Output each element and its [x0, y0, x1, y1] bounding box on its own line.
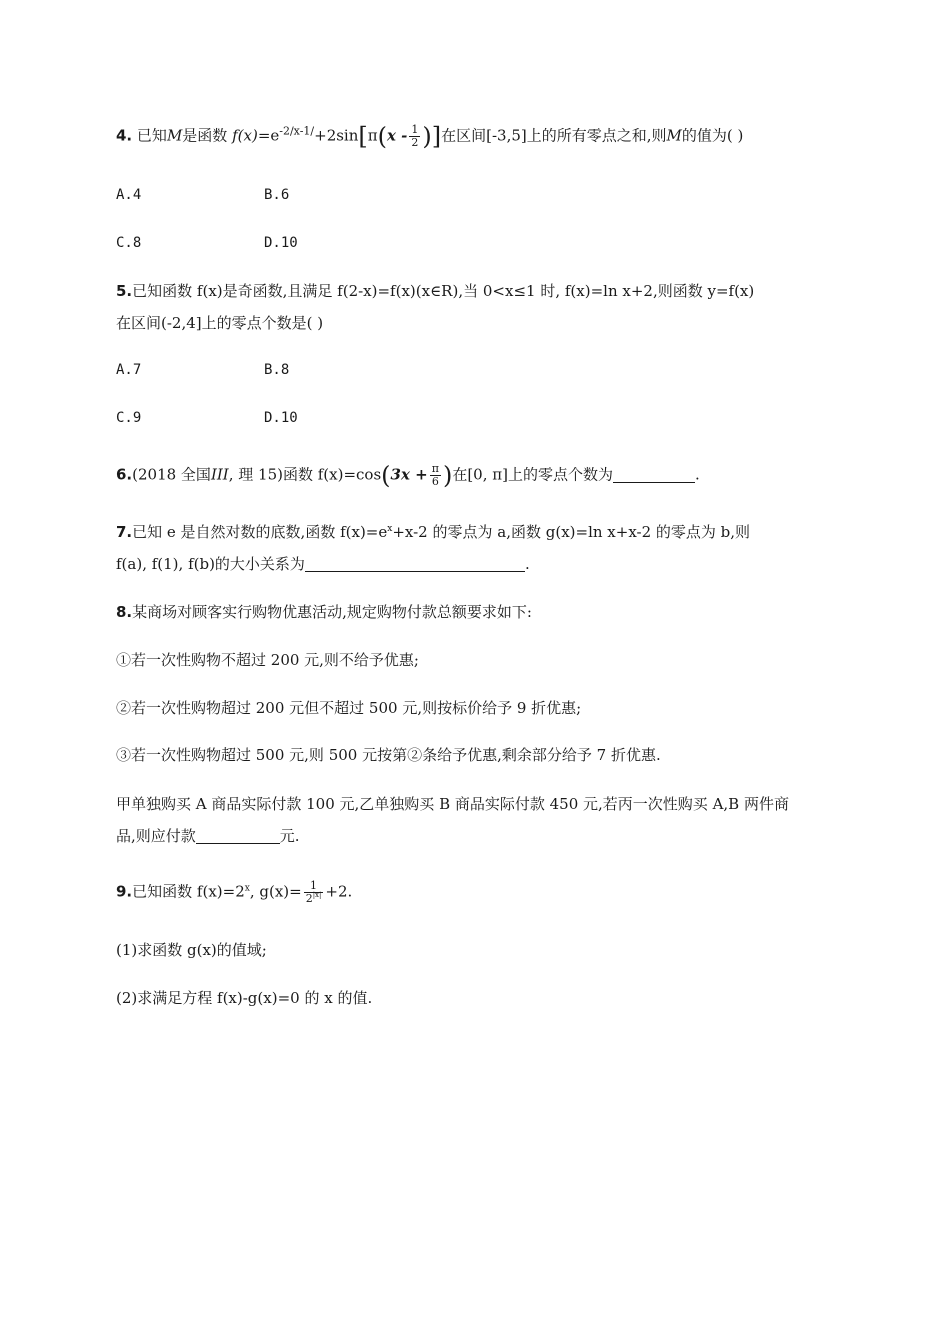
rule-2: ②若一次性购物超过 200 元但不超过 500 元,则按标价给予 9 折优惠; [116, 699, 582, 717]
answer-blank[interactable] [196, 829, 280, 844]
question-4: 4. 已知M是函数 $f(x)=e^{-2/x-1/}+2\sin[\pi(x$ - $\frac{1}{2}$ )]在区间[-3,5]上的所有零点之和,则M的值为( ) [116, 122, 744, 151]
rule-3: ③若一次性购物超过 500 元,则 500 元按第②条给予优惠,剩余部分给予 7 折优惠. [116, 746, 661, 764]
rule-1: ①若一次性购物不超过 200 元,则不给予优惠; [116, 651, 419, 669]
choice-b: B.6 [264, 187, 290, 203]
question-number: 7. [116, 523, 133, 541]
question-6: 6.(2018 全国III, 理 15)函数 f(x)=cos(3x + $\frac{\pi}{6}$ )在[0, π]上的零点个数为 . [116, 461, 700, 490]
choice-c: C.8 [116, 235, 142, 251]
question-8-paragraph-2: 品,则应付款 元. [116, 827, 300, 845]
question-number: 4. [116, 126, 133, 145]
sub-question-2: (2)求满足方程 f(x)-g(x)=0 的 x 的值. [116, 989, 373, 1007]
question-number: 6. [116, 465, 133, 484]
question-5-line-2: 在区间(-2,4]上的零点个数是( ) [116, 314, 324, 332]
answer-blank[interactable] [305, 557, 525, 572]
question-number: 9. [116, 882, 133, 901]
question-number: 8. [116, 603, 133, 621]
choice-b: B.8 [264, 362, 290, 378]
fraction: $\frac{1}{2}$ [411, 123, 419, 149]
question-9: 9.已知函数 $f(x)=2^x$, g(x)= $\frac{1}{2^{|x|}}$ +2. [116, 879, 353, 905]
question-8-paragraph: 甲单独购买 A 商品实际付款 100 元,乙单独购买 B 商品实际付款 450 元,若丙一次性购买 A,B 两件商 [116, 795, 789, 813]
fraction: $\frac{\pi}{6}$ [431, 462, 439, 488]
question-7: 7.已知 e 是自然对数的底数,函数 $f(x)=e^x+x-2$ 的零点为 a,函数 g(x)=ln x+x-2 的零点为 b,则 [116, 523, 751, 541]
choice-a: A.4 [116, 187, 142, 203]
question-8: 8.某商场对顾客实行购物优惠活动,规定购物付款总额要求如下: [116, 603, 532, 621]
question-7-line-2: f(a), f(1), f(b)的大小关系为 . [116, 555, 530, 573]
fraction: $\frac{1}{2^{|x|}}$ [305, 879, 322, 905]
choice-d: D.10 [264, 235, 298, 251]
question-number: 5. [116, 282, 133, 300]
choice-a: A.7 [116, 362, 142, 378]
choice-c: C.9 [116, 410, 142, 426]
choice-d: D.10 [264, 410, 298, 426]
sub-question-1: (1)求函数 g(x)的值域; [116, 941, 267, 959]
answer-blank[interactable] [613, 468, 695, 483]
question-5: 5.已知函数 f(x)是奇函数,且满足 f(2-x)=f(x)(x∈R),当 0<x≤1 时, f(x)=ln x+2,则函数 y=f(x) [116, 282, 755, 300]
